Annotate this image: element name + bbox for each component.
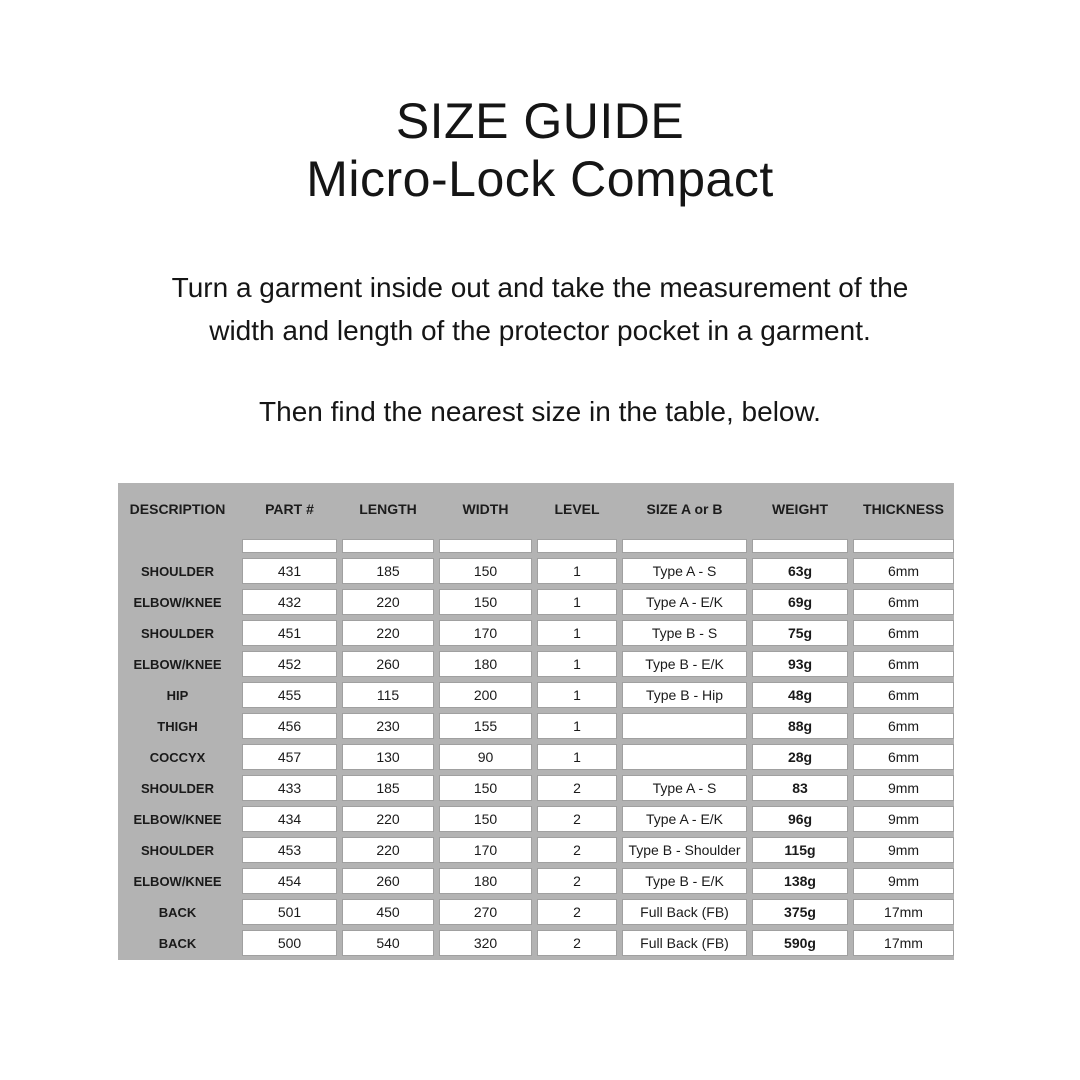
spacer-cell-part-number <box>242 539 337 553</box>
row-1-cell-size-a-or-b: Type A - S <box>622 558 747 584</box>
row-11-cell-description: ELBOW/KNEE <box>133 873 222 889</box>
column-header-size-a-or-b: SIZE A or B <box>646 500 723 517</box>
row-6-cell-size-a-or-b <box>622 713 747 739</box>
row-13-cell-width: 320 <box>439 930 532 956</box>
column-header-weight: WEIGHT <box>772 500 828 517</box>
row-6-cell-weight: 88g <box>752 713 848 739</box>
row-4-cell-level: 1 <box>537 651 617 677</box>
row-8-cell-size-a-or-b: Type A - S <box>622 775 747 801</box>
row-10-cell-description: SHOULDER <box>141 842 214 858</box>
row-9-cell-size-a-or-b: Type A - E/K <box>622 806 747 832</box>
row-2-cell-size-a-or-b: Type A - E/K <box>622 589 747 615</box>
row-7-cell-size-a-or-b <box>622 744 747 770</box>
spacer-cell-thickness <box>853 539 954 553</box>
row-12-cell-description: BACK <box>158 904 197 920</box>
row-5-cell-size-a-or-b: Type B - Hip <box>622 682 747 708</box>
row-8-cell-part-number: 433 <box>242 775 337 801</box>
row-1-cell-length: 185 <box>342 558 434 584</box>
row-1-cell-part-number: 431 <box>242 558 337 584</box>
column-header-description: DESCRIPTION <box>129 500 226 517</box>
row-13-cell-weight: 590g <box>752 930 848 956</box>
row-12-cell-length: 450 <box>342 899 434 925</box>
row-3-cell-level: 1 <box>537 620 617 646</box>
row-3-cell-width: 170 <box>439 620 532 646</box>
row-11-cell-width: 180 <box>439 868 532 894</box>
row-9-cell-description: ELBOW/KNEE <box>133 811 222 827</box>
row-2-cell-width: 150 <box>439 589 532 615</box>
spacer-cell-length <box>342 539 434 553</box>
row-13-cell-length: 540 <box>342 930 434 956</box>
column-header-width: WIDTH <box>462 500 509 517</box>
row-10-cell-weight: 115g <box>752 837 848 863</box>
row-2-cell-thickness: 6mm <box>853 589 954 615</box>
instruction-line-2: width and length of the protector pocket in a garment. <box>209 315 871 346</box>
row-9-cell-thickness: 9mm <box>853 806 954 832</box>
row-5-cell-width: 200 <box>439 682 532 708</box>
row-1-cell-weight: 63g <box>752 558 848 584</box>
row-7-cell-length: 130 <box>342 744 434 770</box>
row-7-cell-thickness: 6mm <box>853 744 954 770</box>
row-13-cell-size-a-or-b: Full Back (FB) <box>622 930 747 956</box>
row-12-cell-size-a-or-b: Full Back (FB) <box>622 899 747 925</box>
row-4-cell-length: 260 <box>342 651 434 677</box>
row-3-cell-thickness: 6mm <box>853 620 954 646</box>
row-1-cell-thickness: 6mm <box>853 558 954 584</box>
row-2-cell-description: ELBOW/KNEE <box>133 594 222 610</box>
row-11-cell-size-a-or-b: Type B - E/K <box>622 868 747 894</box>
row-1-cell-level: 1 <box>537 558 617 584</box>
row-6-cell-length: 230 <box>342 713 434 739</box>
row-10-cell-width: 170 <box>439 837 532 863</box>
row-4-cell-weight: 93g <box>752 651 848 677</box>
row-5-cell-part-number: 455 <box>242 682 337 708</box>
spacer-cell-weight <box>752 539 848 553</box>
row-4-cell-description: ELBOW/KNEE <box>133 656 222 672</box>
spacer-cell-width <box>439 539 532 553</box>
row-8-cell-thickness: 9mm <box>853 775 954 801</box>
row-9-cell-level: 2 <box>537 806 617 832</box>
row-5-cell-weight: 48g <box>752 682 848 708</box>
row-12-cell-weight: 375g <box>752 899 848 925</box>
row-2-cell-level: 1 <box>537 589 617 615</box>
row-2-cell-part-number: 432 <box>242 589 337 615</box>
row-8-cell-weight: 83 <box>752 775 848 801</box>
row-11-cell-thickness: 9mm <box>853 868 954 894</box>
row-10-cell-length: 220 <box>342 837 434 863</box>
row-8-cell-level: 2 <box>537 775 617 801</box>
row-7-cell-part-number: 457 <box>242 744 337 770</box>
row-3-cell-description: SHOULDER <box>141 625 214 641</box>
row-7-cell-weight: 28g <box>752 744 848 770</box>
row-12-cell-thickness: 17mm <box>853 899 954 925</box>
row-12-cell-width: 270 <box>439 899 532 925</box>
instructions <box>0 266 1080 352</box>
row-10-cell-size-a-or-b: Type B - Shoulder <box>622 837 747 863</box>
row-6-cell-part-number: 456 <box>242 713 337 739</box>
row-2-cell-length: 220 <box>342 589 434 615</box>
instruction-line-1: Turn a garment inside out and take the measurement of the <box>171 272 909 303</box>
row-10-cell-thickness: 9mm <box>853 837 954 863</box>
row-1-cell-width: 150 <box>439 558 532 584</box>
row-11-cell-weight: 138g <box>752 868 848 894</box>
row-2-cell-weight: 69g <box>752 589 848 615</box>
spacer-cell-description <box>118 539 237 553</box>
row-4-cell-width: 180 <box>439 651 532 677</box>
row-3-cell-part-number: 451 <box>242 620 337 646</box>
row-7-cell-description: COCCYX <box>149 749 206 765</box>
page-title <box>0 92 1080 208</box>
column-header-thickness: THICKNESS <box>863 500 944 517</box>
row-13-cell-description: BACK <box>158 935 197 951</box>
row-5-cell-length: 115 <box>342 682 434 708</box>
row-5-cell-level: 1 <box>537 682 617 708</box>
row-7-cell-level: 1 <box>537 744 617 770</box>
row-6-cell-thickness: 6mm <box>853 713 954 739</box>
row-13-cell-thickness: 17mm <box>853 930 954 956</box>
row-10-cell-part-number: 453 <box>242 837 337 863</box>
row-6-cell-width: 155 <box>439 713 532 739</box>
page-title-line2: Micro-Lock Compact <box>306 151 774 207</box>
row-11-cell-part-number: 454 <box>242 868 337 894</box>
spacer-cell-level <box>537 539 617 553</box>
row-8-cell-description: SHOULDER <box>141 780 214 796</box>
row-6-cell-level: 1 <box>537 713 617 739</box>
row-12-cell-part-number: 501 <box>242 899 337 925</box>
row-8-cell-width: 150 <box>439 775 532 801</box>
instruction-line-3: Then find the nearest size in the table, below. <box>259 396 821 427</box>
row-13-cell-level: 2 <box>537 930 617 956</box>
spacer-cell-size-a-or-b <box>622 539 747 553</box>
size-table <box>118 483 954 960</box>
column-header-level: LEVEL <box>554 500 600 517</box>
row-4-cell-thickness: 6mm <box>853 651 954 677</box>
row-12-cell-level: 2 <box>537 899 617 925</box>
row-11-cell-length: 260 <box>342 868 434 894</box>
row-13-cell-part-number: 500 <box>242 930 337 956</box>
row-3-cell-size-a-or-b: Type B - S <box>622 620 747 646</box>
row-10-cell-level: 2 <box>537 837 617 863</box>
row-9-cell-width: 150 <box>439 806 532 832</box>
row-3-cell-length: 220 <box>342 620 434 646</box>
row-6-cell-description: THIGH <box>157 718 198 734</box>
row-8-cell-length: 185 <box>342 775 434 801</box>
column-header-length: LENGTH <box>359 500 417 517</box>
row-1-cell-description: SHOULDER <box>141 563 214 579</box>
row-9-cell-length: 220 <box>342 806 434 832</box>
row-9-cell-weight: 96g <box>752 806 848 832</box>
row-7-cell-width: 90 <box>439 744 532 770</box>
row-5-cell-description: HIP <box>166 687 189 703</box>
row-3-cell-weight: 75g <box>752 620 848 646</box>
page-title-line1: SIZE GUIDE <box>395 93 685 149</box>
row-5-cell-thickness: 6mm <box>853 682 954 708</box>
row-11-cell-level: 2 <box>537 868 617 894</box>
row-4-cell-part-number: 452 <box>242 651 337 677</box>
column-header-part-number: PART # <box>265 500 314 517</box>
row-4-cell-size-a-or-b: Type B - E/K <box>622 651 747 677</box>
row-9-cell-part-number: 434 <box>242 806 337 832</box>
